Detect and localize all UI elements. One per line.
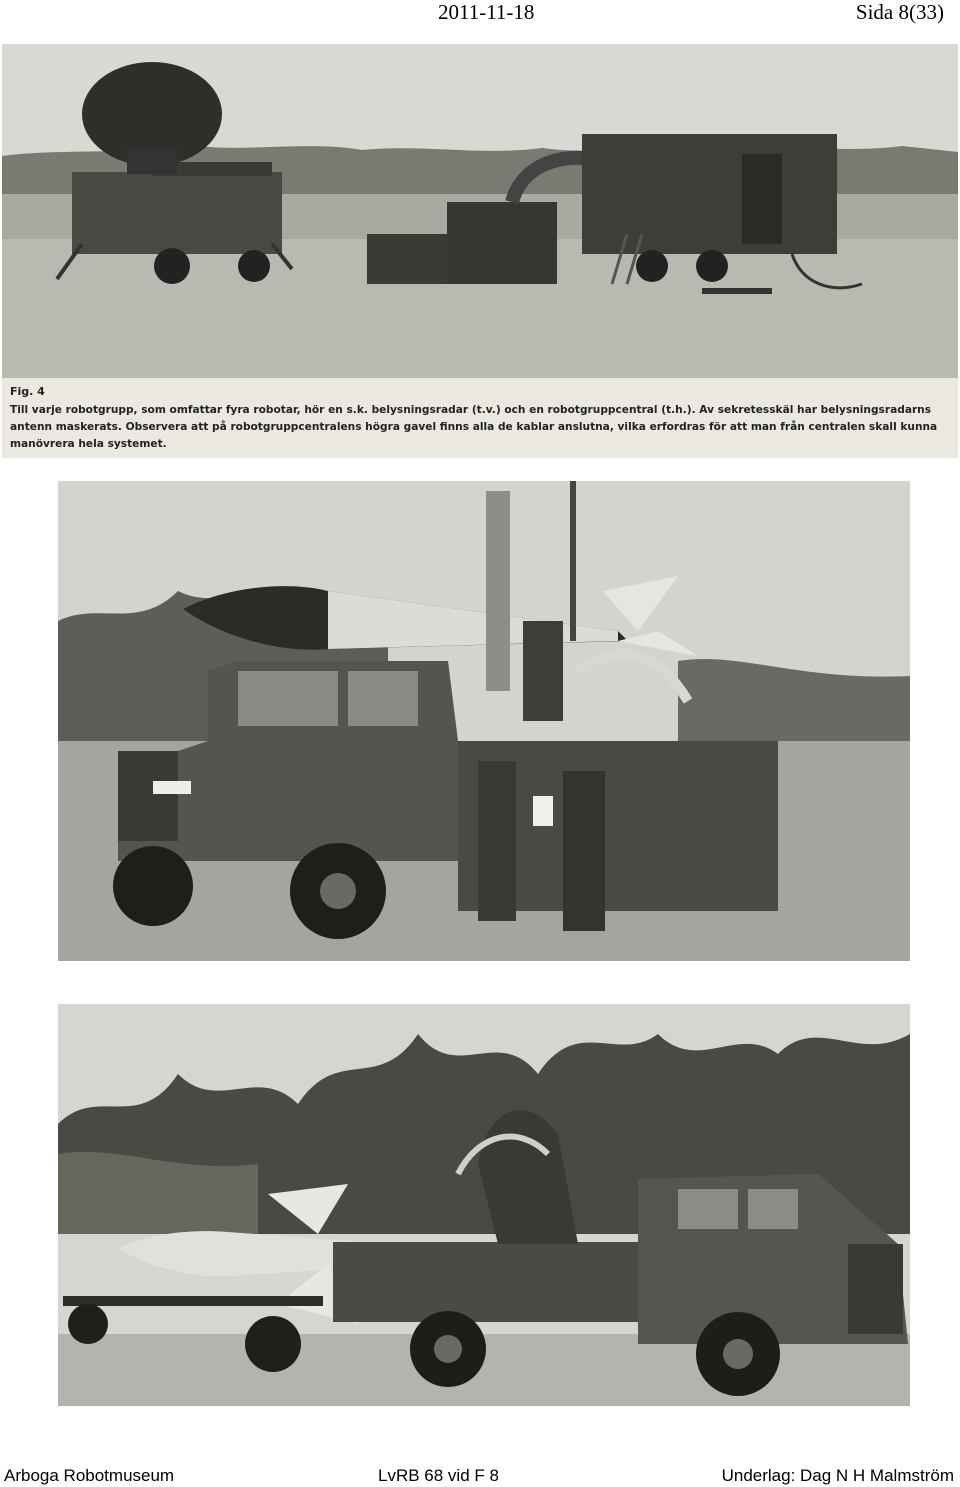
figure-caption: Till varje robotgrupp, som omfattar fyra robotar, hör en s.k. belysningsradar (t.v.) och en robotgruppcentral (t.h.). Av sekretesskäl har belysningsradarns antenn maskerats. Observera att på robotgruppcentralens högra gavel finns alla de kablar anslutna, vilka erfordras för att man från centralen skall kunna manövrera hela systemet. <box>10 404 938 450</box>
photo-missile-transport-truck <box>58 1004 910 1406</box>
footer-source: Underlag: Dag N H Malmström <box>721 1466 954 1485</box>
figure-caption-box <box>2 378 958 458</box>
figure-label: Fig. 4 <box>10 385 45 398</box>
header-date: 2011-11-18 <box>438 0 535 24</box>
footer-title: LvRB 68 vid F 8 <box>378 1466 499 1485</box>
photo-missile-loader-truck <box>58 481 910 961</box>
footer-museum: Arboga Robotmuseum <box>4 1466 175 1485</box>
header-page-number: Sida 8(33) <box>855 0 944 24</box>
photo-radar-and-central <box>2 44 958 378</box>
